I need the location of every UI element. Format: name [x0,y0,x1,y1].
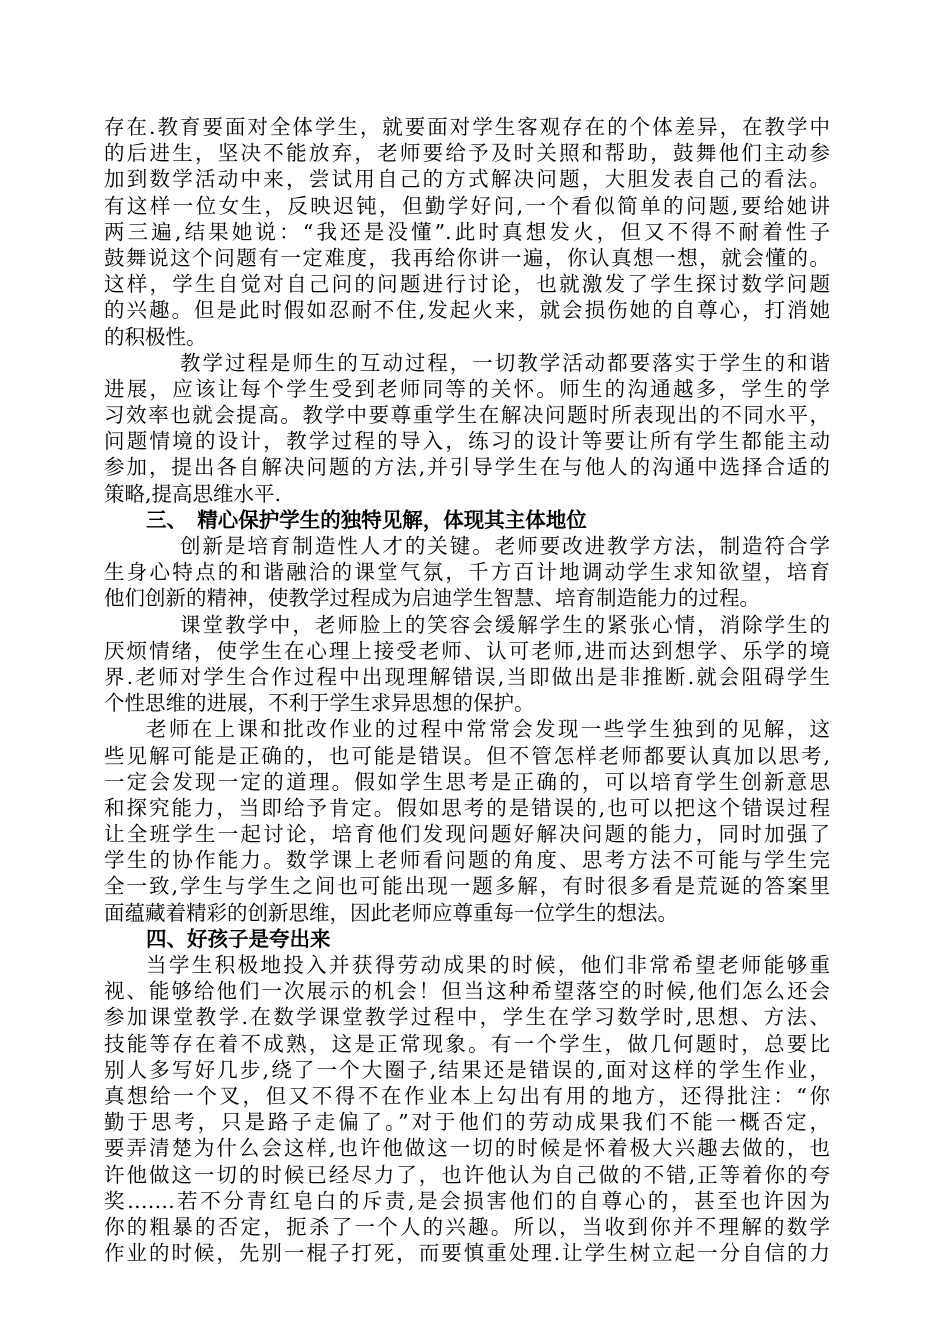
text-line: 鼓舞说这个问题有一定难度，我再给你讲一遍，你认真想一想，就会懂的。 [104,245,830,270]
text-line: 和探究能力，当即给予肯定。假如思考的是错误的,也可以把这个错误过程 [104,795,830,820]
text-line: 学生的协作能力。数学课上老师看问题的角度、思考方法不可能与学生完 [104,848,830,873]
text-line: 许他做这一切的时候已经尽力了，也许他认为自己做的不错,正等着你的夸 [104,1162,830,1187]
text-line: 奖…….若不分青红皂白的斥责,是会损害他们的自尊心的，甚至也许因为 [104,1188,830,1213]
section-heading-3: 三、 精心保护学生的独特见解，体现其主体地位 [146,507,587,532]
text-line: 你的粗暴的否定，扼杀了一个人的兴趣。所以，当收到你并不理解的数学 [104,1214,830,1239]
paragraph-first-line: 创新是培育制造性人才的关键。老师要改进教学方法，制造符合学 [180,534,830,558]
text-line: 的积极性。 [104,324,207,349]
text-line: 些见解可能是正确的，也可能是错误。但不管怎样老师都要认真加以思考, [104,743,830,768]
text-line: 让全班学生一起讨论，培育他们发现问题好解决问题的能力，同时加强了 [104,822,830,847]
paragraph-first-line: 老师在上课和批改作业的过程中常常会发现一些学生独到的见解，这 [146,717,830,742]
document-body [104,114,830,1266]
text-line: 的后进生，坚决不能放弃，老师要给予及时关照和帮助，鼓舞他们主动参 [104,141,830,166]
text-line: 作业的时候，先别一棍子打死，而要慎重处理.让学生树立起一分自信的力 [104,1241,830,1266]
text-line: 要弄清楚为什么会这样,也许他做这一切的时候是怀着极大兴趣去做的，也 [104,1136,830,1161]
text-line: 一定会发现一定的道理。假如学生思考是正确的，可以培育学生创新意思 [104,769,830,794]
text-line: 加到数学活动中来，尝试用自己的方式解决问题，大胆发表自己的看法。 [104,167,830,192]
paragraph-first-line: 当学生积极地投入并获得劳动成果的时候，他们非常希望老师能够重 [146,953,830,977]
text-line: 真想给一个叉，但又不得不在作业本上勾出有用的地方，还得批注：“你 [104,1083,830,1108]
text-line: 生身心特点的和谐融洽的课堂气氛，千方百计地调动学生求知欲望，培育 [104,560,830,585]
paragraph-first-line: 教学过程是师生的互动过程，一切教学活动都要落实于学生的和谐 [180,350,830,375]
text-line: 参加，提出各自解决问题的方法,并引导学生在与他人的沟通中选择合适的 [104,455,830,480]
text-line: 问题情境的设计，教学过程的导入，练习的设计等要让所有学生都能主动 [104,429,830,454]
paragraph-first-line: 课堂教学中，老师脸上的笑容会缓解学生的紧张心情，消除学生的 [180,612,830,637]
text-line: 全一致,学生与学生之间也可能出现一题多解，有时很多看是荒诞的答案里 [104,874,830,899]
text-line: 两三遍,结果她说：“我还是没懂”.此时真想发火，但又不得不耐着性子 [104,219,830,244]
section-heading-4: 四、好孩子是夸出来 [146,926,331,951]
text-line: 别人多写好几步,绕了一个大圈子,结果还是错误的,面对这样的学生作业， [104,1057,830,1082]
text-line: 的兴趣。但是此时假如忍耐不住,发起火来，就会损伤她的自尊心，打消她 [104,298,830,323]
text-line: 个性思维的进展，不利于学生求异思想的保护。 [104,691,535,716]
text-line: 进展，应该让每个学生受到老师同等的关怀。师生的沟通越多，学生的学 [104,376,830,401]
text-line: 厌烦情绪，使学生在心理上接受老师、认可老师,进而达到想学、乐学的境 [104,638,830,663]
text-line: 策略,提高思维水平. [104,481,282,506]
text-line: 这样，学生自觉对自己问的问题进行讨论，也就激发了学生探讨数学问题 [104,272,830,297]
text-line: 存在.教育要面对全体学生，就要面对学生客观存在的个体差异，在教学中 [104,115,830,139]
text-line: 有这样一位女生，反映迟钝，但勤学好问,一个看似简单的问题,要给她讲 [104,193,830,218]
text-line: 面蕴藏着精彩的创新思维，因此老师应尊重每一位学生的想法。 [104,900,678,925]
text-line: 界.老师对学生合作过程中出现理解错误,当即做出是非推断.就会阻碍学生 [104,664,830,689]
text-line: 勤于思考，只是路子走偏了。”对于他们的劳动成果我们不能一概否定， [104,1110,830,1135]
text-line: 习效率也就会提高。教学中要尊重学生在解决问题时所表现出的不同水平， [104,403,830,428]
text-line: 技能等存在着不成熟，这是正常现象。有一个学生，做几何题时，总要比 [104,1031,830,1056]
text-line: 视、能够给他们一次展示的机会！但当这种希望落空的时候,他们怎么还会 [104,979,830,1004]
text-line: 参加课堂教学.在数学课堂教学过程中，学生在学习数学时,思想、方法、 [104,1005,830,1030]
text-line: 他们创新的精神，使教学过程成为启迪学生智慧、培育制造能力的过程。 [104,586,760,611]
